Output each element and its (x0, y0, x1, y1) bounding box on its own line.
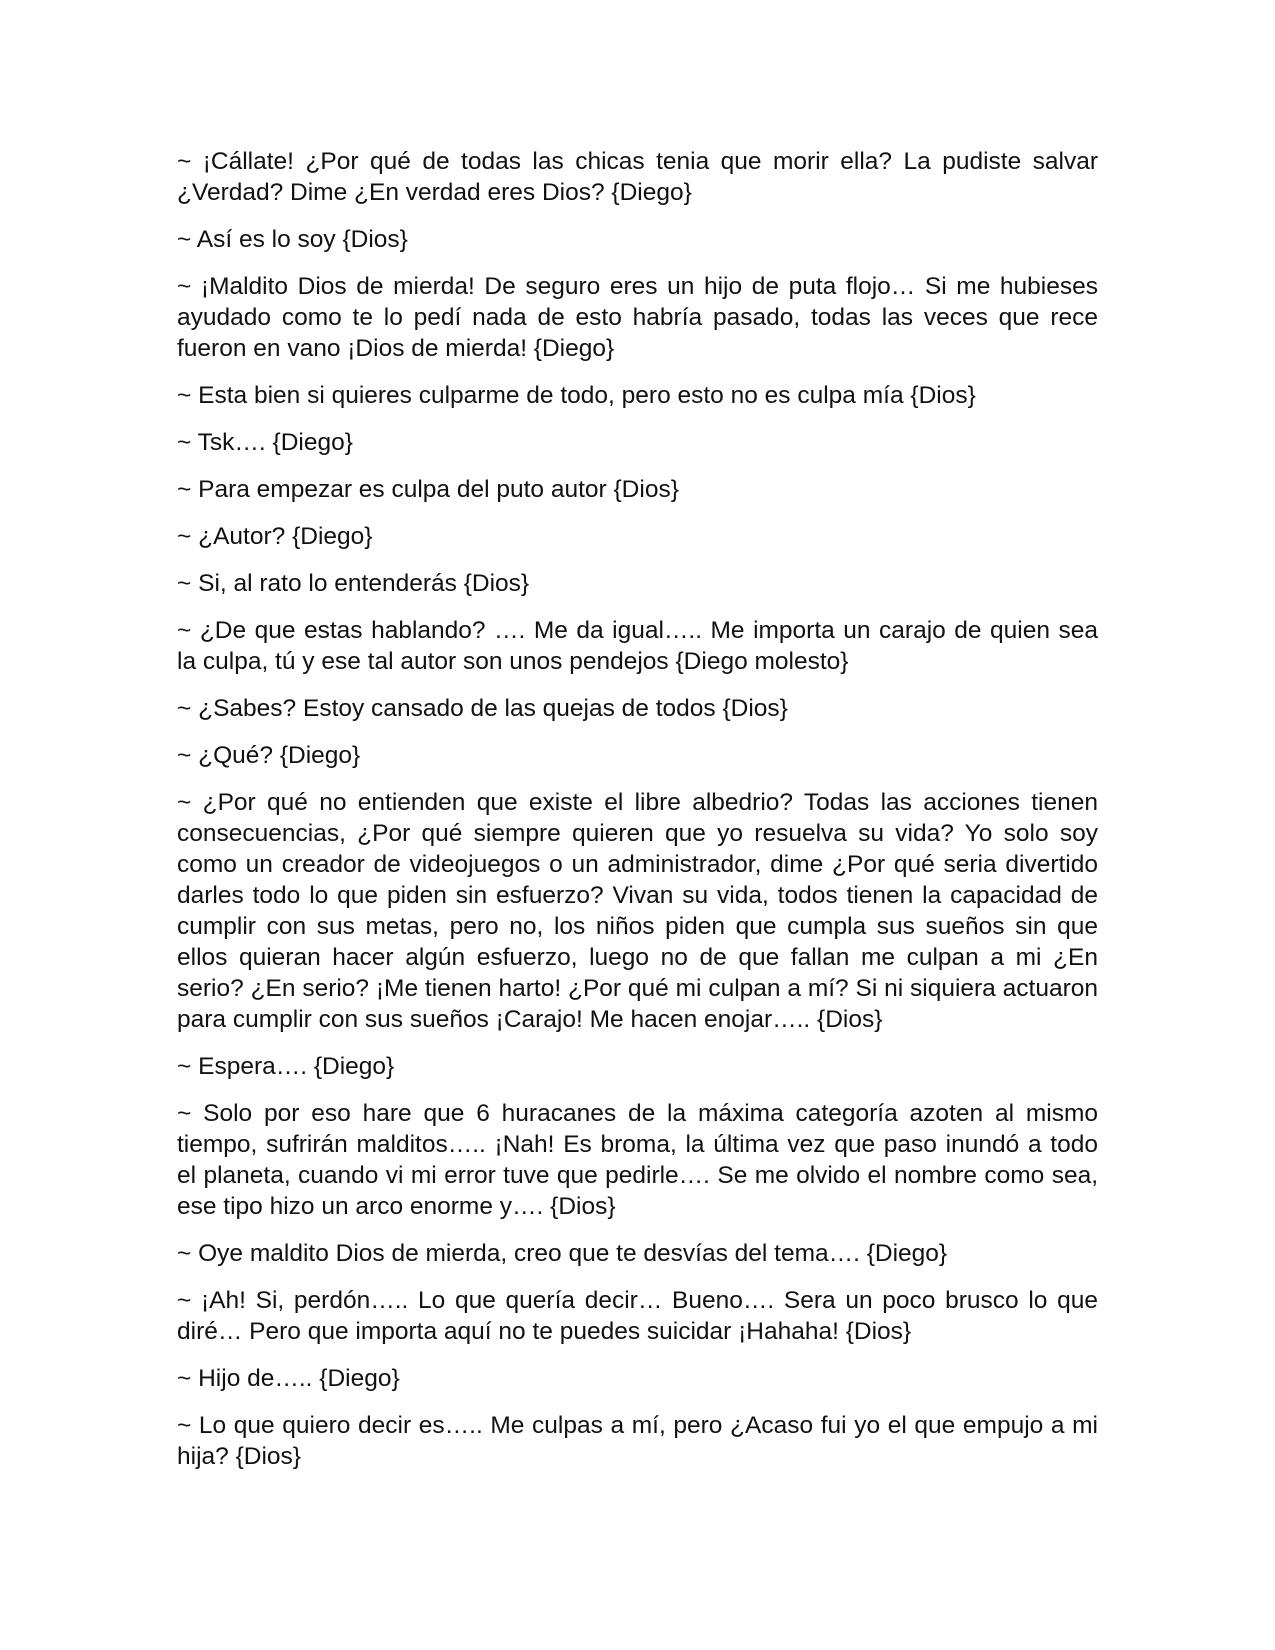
dialogue-paragraph: ~ Hijo de….. {Diego} (177, 1365, 400, 1392)
dialogue-paragraph: ~ Solo por eso hare que 6 huracanes de la máxima categoría azoten al mismo tiempo, sufrirán malditos….. ¡Nah! Es broma, la última vez que paso inundó a todo el planeta, cuando vi mi error tuve que pedirle…. Se me olvido el nombre como sea, ese tipo hizo un arco enorme y…. {Dios} (177, 1100, 1098, 1220)
dialogue-paragraph: ~ Si, al rato lo entenderás {Dios} (177, 570, 530, 597)
dialogue-paragraph: ~ Para empezar es culpa del puto autor {Dios} (177, 476, 679, 503)
dialogue-paragraph: ~ Espera…. {Diego} (177, 1053, 395, 1080)
dialogue-paragraph: ~ ¿Qué? {Diego} (177, 742, 361, 769)
dialogue-paragraph: ~ Oye maldito Dios de mierda, creo que te desvías del tema…. {Diego} (177, 1240, 948, 1267)
dialogue-paragraph: ~ ¿De que estas hablando? …. Me da igual….. Me importa un carajo de quien sea la culpa, tú y ese tal autor son unos pendejos {Diego molesto} (177, 617, 1098, 675)
dialogue-paragraph: ~ ¡Cállate! ¿Por qué de todas las chicas tenia que morir ella? La pudiste salvar ¿Verdad? Dime ¿En verdad eres Dios? {Diego} (177, 148, 1098, 206)
dialogue-paragraph: ~ Esta bien si quieres culparme de todo, pero esto no es culpa mía {Dios} (177, 382, 976, 409)
dialogue-paragraph: ~ Tsk…. {Diego} (177, 429, 353, 456)
dialogue-paragraph: ~ ¡Maldito Dios de mierda! De seguro eres un hijo de puta flojo… Si me hubieses ayudado como te lo pedí nada de esto habría pasado, todas las veces que rece fueron en vano ¡Dios de mierda! {Diego} (177, 273, 1098, 362)
dialogue-paragraph: ~ ¿Autor? {Diego} (177, 523, 373, 550)
dialogue-paragraph: ~ Así es lo soy {Dios} (177, 226, 408, 253)
page-body (177, 146, 1098, 1488)
dialogue-paragraph: ~ Lo que quiero decir es….. Me culpas a mí, pero ¿Acaso fui yo el que empujo a mi hija? {Dios} (177, 1412, 1098, 1470)
dialogue-paragraph: ~ ¿Por qué no entienden que existe el libre albedrio? Todas las acciones tienen consecuencias, ¿Por qué siempre quieren que yo resuelva su vida? Yo solo soy como un creador de videojuegos o un administrador, dime ¿Por qué seria divertido darles todo lo que piden sin esfuerzo? Vivan su vida, todos tienen la capacidad de cumplir con sus metas, pero no, los niños piden que cumpla sus sueños sin que ellos quieran hacer algún esfuerzo, luego no de que fallan me culpan a mi ¿En serio? ¿En serio? ¡Me tienen harto! ¿Por qué mi culpan a mí? Si ni siquiera actuaron para cumplir con sus sueños ¡Carajo! Me hacen enojar….. {Dios} (177, 789, 1098, 1033)
dialogue-paragraph: ~ ¿Sabes? Estoy cansado de las quejas de todos {Dios} (177, 695, 788, 722)
dialogue-paragraph: ~ ¡Ah! Si, perdón….. Lo que quería decir… Bueno…. Sera un poco brusco lo que diré… Pero que importa aquí no te puedes suicidar ¡Hahaha! {Dios} (177, 1287, 1098, 1345)
